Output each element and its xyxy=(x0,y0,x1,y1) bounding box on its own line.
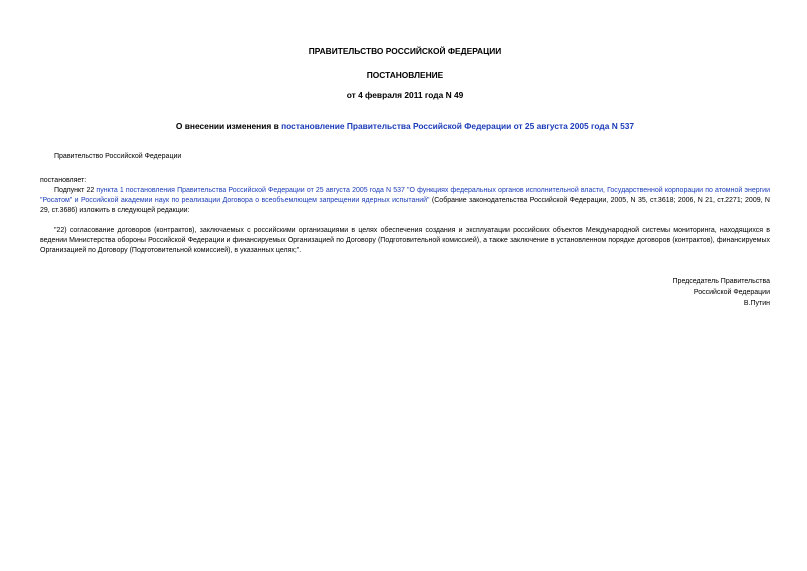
document-page xyxy=(40,0,770,571)
issuing-authority: ПРАВИТЕЛЬСТВО РОССИЙСКОЙ ФЕДЕРАЦИИ xyxy=(308,46,502,56)
signature-block xyxy=(673,276,770,309)
main-paragraph xyxy=(40,186,770,216)
signature-title: Председатель Правительства xyxy=(672,278,770,285)
subject-decree-link[interactable]: постановление Правительства Российской Федерации от 25 августа 2005 года N 537 xyxy=(281,121,635,131)
signature-name: В.Путин xyxy=(743,300,770,307)
document-subject xyxy=(40,121,770,132)
subject-prefix: О внесении изменения в xyxy=(175,121,282,131)
quoted-subclause: "22) согласование договоров (контрактов), заключаемых с российскими организациями в целях обеспечения создания и эксплуатации российских объектов Международной системы мониторинга, находящихся в ведении Министерства обороны Российской Федерации и финансируемых Организацией по Договору (Подготовительной комиссией), а также заключение в установленном порядке договоров (контрактов), финансируемых Организацией по Договору (Подготовительной комиссией), в указанных целях;". xyxy=(40,227,770,254)
document-date-number: от 4 февраля 2011 года N 49 xyxy=(346,90,464,100)
main-prefix: Подпункт 22 xyxy=(54,187,97,194)
decrees-line: постановляет: xyxy=(40,177,87,184)
main-decree-link[interactable]: пункта 1 постановления Правительства Российской Федерации от 25 августа 2005 года N 537 "О функциях федеральных органов исполнительной власти, Государственной корпорации по атомной энергии "Росатом" и Российской академии наук по реализации Договора о всеобъемлющем запрещении ядерных испытаний" xyxy=(40,187,770,204)
document-type: ПОСТАНОВЛЕНИЕ xyxy=(366,70,444,80)
signature-country: Российской Федерации xyxy=(693,289,770,296)
government-line: Правительство Российской Федерации xyxy=(54,153,182,160)
main-suffix: (Собрание законодательства Российской Федерации, 2005, N 35, ст.3618; 2006, N 21, ст.2271; 2009, N 29, ст.3686) изложить в следующей редакции: xyxy=(40,197,770,214)
